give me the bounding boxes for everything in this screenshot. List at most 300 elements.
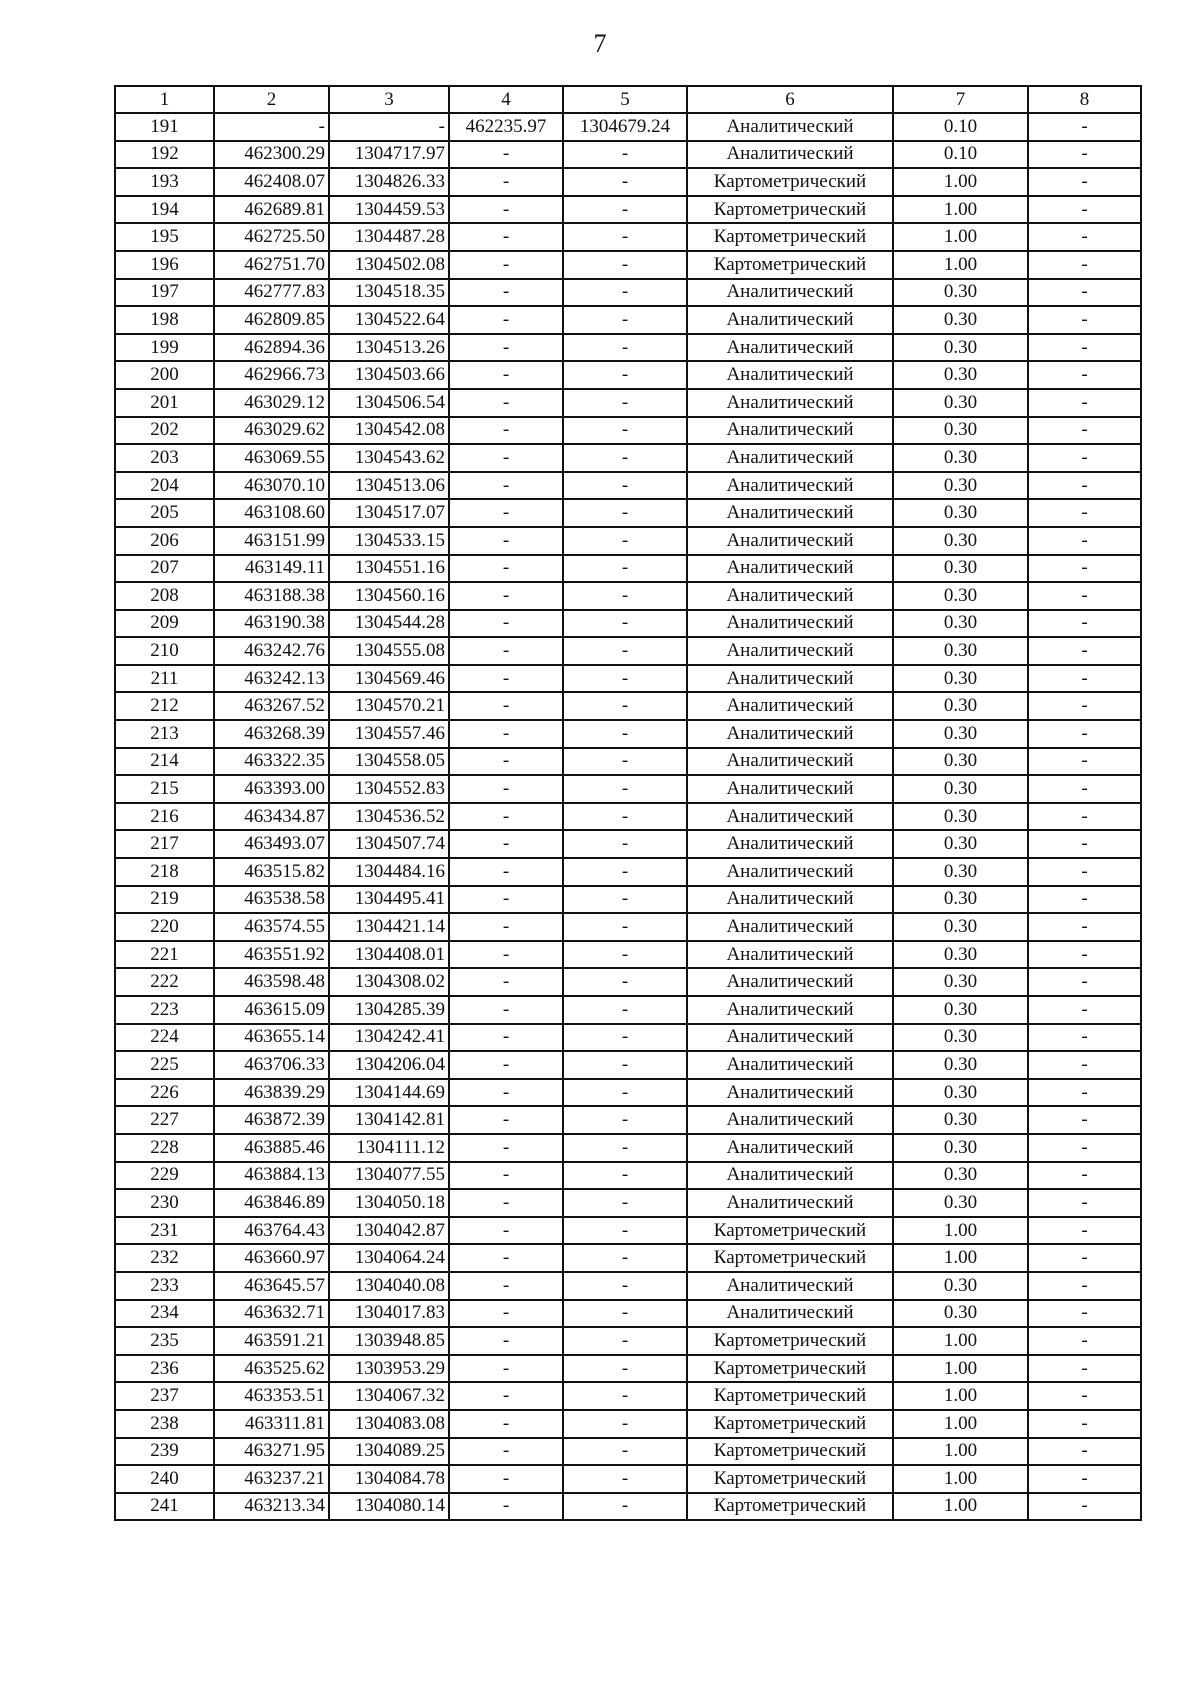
note-cell: -: [1028, 913, 1141, 941]
note-cell: -: [1028, 886, 1141, 914]
column-header: 2: [214, 86, 329, 113]
x-coordinate-alt-cell: -: [449, 830, 563, 858]
accuracy-cell: 0.30: [893, 306, 1028, 334]
x-coordinate-alt-cell: -: [449, 251, 563, 279]
x-coordinate-cell: 463029.62: [214, 417, 329, 445]
x-coordinate-alt-cell: -: [449, 168, 563, 196]
x-coordinate-alt-cell: -: [449, 389, 563, 417]
y-coordinate-alt-cell: -: [563, 1134, 687, 1162]
table-row: [115, 941, 1141, 969]
note-cell: -: [1028, 251, 1141, 279]
x-coordinate-alt-cell: -: [449, 417, 563, 445]
x-coordinate-cell: 463515.82: [214, 858, 329, 886]
y-coordinate-cell: 1304040.08: [329, 1272, 449, 1300]
y-coordinate-alt-cell: -: [563, 306, 687, 334]
method-cell: Аналитический: [687, 334, 893, 362]
table-row: [115, 1272, 1141, 1300]
table-row: [115, 913, 1141, 941]
y-coordinate-cell: 1304083.08: [329, 1410, 449, 1438]
accuracy-cell: 0.30: [893, 527, 1028, 555]
point-number-cell: 204: [115, 472, 214, 500]
x-coordinate-alt-cell: -: [449, 1438, 563, 1466]
point-number-cell: 233: [115, 1272, 214, 1300]
y-coordinate-cell: 1304285.39: [329, 996, 449, 1024]
y-coordinate-alt-cell: -: [563, 858, 687, 886]
x-coordinate-cell: 463538.58: [214, 886, 329, 914]
method-cell: Аналитический: [687, 499, 893, 527]
table-row: [115, 334, 1141, 362]
y-coordinate-cell: 1304111.12: [329, 1134, 449, 1162]
accuracy-cell: 0.30: [893, 803, 1028, 831]
y-coordinate-cell: 1303953.29: [329, 1355, 449, 1383]
note-cell: -: [1028, 637, 1141, 665]
table-row: [115, 610, 1141, 638]
method-cell: Картометрический: [687, 1244, 893, 1272]
accuracy-cell: 0.30: [893, 748, 1028, 776]
x-coordinate-alt-cell: -: [449, 858, 563, 886]
coordinates-table: [114, 85, 1142, 1521]
x-coordinate-cell: 463268.39: [214, 720, 329, 748]
x-coordinate-cell: 463190.38: [214, 610, 329, 638]
method-cell: Аналитический: [687, 858, 893, 886]
method-cell: Аналитический: [687, 1189, 893, 1217]
note-cell: -: [1028, 1162, 1141, 1190]
x-coordinate-cell: 463267.52: [214, 692, 329, 720]
point-number-cell: 211: [115, 665, 214, 693]
accuracy-cell: 0.30: [893, 1300, 1028, 1328]
x-coordinate-alt-cell: -: [449, 472, 563, 500]
x-coordinate-cell: 462408.07: [214, 168, 329, 196]
note-cell: -: [1028, 775, 1141, 803]
note-cell: -: [1028, 1438, 1141, 1466]
table-row: [115, 1189, 1141, 1217]
y-coordinate-cell: 1304206.04: [329, 1051, 449, 1079]
y-coordinate-alt-cell: -: [563, 1382, 687, 1410]
y-coordinate-alt-cell: -: [563, 472, 687, 500]
accuracy-cell: 0.30: [893, 830, 1028, 858]
point-number-cell: 209: [115, 610, 214, 638]
y-coordinate-cell: 1304551.16: [329, 555, 449, 583]
table-row: [115, 168, 1141, 196]
note-cell: -: [1028, 610, 1141, 638]
table-row: [115, 113, 1141, 141]
accuracy-cell: 0.30: [893, 720, 1028, 748]
method-cell: Аналитический: [687, 113, 893, 141]
accuracy-cell: 0.30: [893, 334, 1028, 362]
table-row: [115, 1244, 1141, 1272]
method-cell: Аналитический: [687, 996, 893, 1024]
y-coordinate-alt-cell: -: [563, 251, 687, 279]
method-cell: Картометрический: [687, 1493, 893, 1521]
y-coordinate-cell: 1304517.07: [329, 499, 449, 527]
note-cell: -: [1028, 472, 1141, 500]
y-coordinate-cell: 1304142.81: [329, 1106, 449, 1134]
x-coordinate-alt-cell: -: [449, 748, 563, 776]
x-coordinate-cell: 463108.60: [214, 499, 329, 527]
y-coordinate-alt-cell: -: [563, 1244, 687, 1272]
table-header-row: [115, 86, 1141, 113]
table-row: [115, 858, 1141, 886]
point-number-cell: 203: [115, 444, 214, 472]
accuracy-cell: 1.00: [893, 168, 1028, 196]
x-coordinate-cell: 462777.83: [214, 279, 329, 307]
y-coordinate-cell: 1304569.46: [329, 665, 449, 693]
x-coordinate-cell: 463242.13: [214, 665, 329, 693]
point-number-cell: 225: [115, 1051, 214, 1079]
point-number-cell: 198: [115, 306, 214, 334]
y-coordinate-cell: 1304513.26: [329, 334, 449, 362]
x-coordinate-alt-cell: -: [449, 996, 563, 1024]
accuracy-cell: 1.00: [893, 1465, 1028, 1493]
point-number-cell: 236: [115, 1355, 214, 1383]
method-cell: Картометрический: [687, 223, 893, 251]
x-coordinate-cell: 463237.21: [214, 1465, 329, 1493]
method-cell: Аналитический: [687, 1134, 893, 1162]
table-row: [115, 1051, 1141, 1079]
note-cell: -: [1028, 1244, 1141, 1272]
method-cell: Аналитический: [687, 306, 893, 334]
method-cell: Аналитический: [687, 720, 893, 748]
table-row: [115, 527, 1141, 555]
x-coordinate-cell: 463706.33: [214, 1051, 329, 1079]
y-coordinate-alt-cell: -: [563, 168, 687, 196]
table-row: [115, 444, 1141, 472]
table-row: [115, 968, 1141, 996]
point-number-cell: 191: [115, 113, 214, 141]
accuracy-cell: 0.30: [893, 472, 1028, 500]
y-coordinate-cell: 1304542.08: [329, 417, 449, 445]
y-coordinate-alt-cell: -: [563, 1217, 687, 1245]
x-coordinate-cell: 463149.11: [214, 555, 329, 583]
y-coordinate-cell: 1304503.66: [329, 361, 449, 389]
method-cell: Аналитический: [687, 527, 893, 555]
point-number-cell: 206: [115, 527, 214, 555]
method-cell: Аналитический: [687, 1162, 893, 1190]
method-cell: Картометрический: [687, 1382, 893, 1410]
y-coordinate-cell: 1304077.55: [329, 1162, 449, 1190]
table-row: [115, 637, 1141, 665]
note-cell: -: [1028, 389, 1141, 417]
x-coordinate-cell: 463434.87: [214, 803, 329, 831]
x-coordinate-alt-cell: -: [449, 555, 563, 583]
note-cell: -: [1028, 1272, 1141, 1300]
y-coordinate-cell: 1303948.85: [329, 1327, 449, 1355]
y-coordinate-cell: 1304459.53: [329, 196, 449, 224]
x-coordinate-alt-cell: -: [449, 334, 563, 362]
x-coordinate-alt-cell: -: [449, 279, 563, 307]
y-coordinate-cell: 1304084.78: [329, 1465, 449, 1493]
note-cell: -: [1028, 168, 1141, 196]
note-cell: -: [1028, 113, 1141, 141]
method-cell: Аналитический: [687, 1051, 893, 1079]
method-cell: Картометрический: [687, 1438, 893, 1466]
y-coordinate-cell: 1304555.08: [329, 637, 449, 665]
table-row: [115, 1327, 1141, 1355]
y-coordinate-alt-cell: -: [563, 637, 687, 665]
note-cell: -: [1028, 1106, 1141, 1134]
accuracy-cell: 0.30: [893, 665, 1028, 693]
y-coordinate-alt-cell: -: [563, 913, 687, 941]
x-coordinate-alt-cell: -: [449, 1162, 563, 1190]
note-cell: -: [1028, 665, 1141, 693]
table-row: [115, 1024, 1141, 1052]
method-cell: Картометрический: [687, 1327, 893, 1355]
y-coordinate-cell: 1304552.83: [329, 775, 449, 803]
x-coordinate-alt-cell: -: [449, 803, 563, 831]
point-number-cell: 228: [115, 1134, 214, 1162]
x-coordinate-cell: 463322.35: [214, 748, 329, 776]
note-cell: -: [1028, 720, 1141, 748]
x-coordinate-alt-cell: -: [449, 1079, 563, 1107]
column-header: 3: [329, 86, 449, 113]
y-coordinate-alt-cell: -: [563, 1438, 687, 1466]
accuracy-cell: 0.30: [893, 1189, 1028, 1217]
point-number-cell: 216: [115, 803, 214, 831]
method-cell: Аналитический: [687, 941, 893, 969]
y-coordinate-alt-cell: -: [563, 141, 687, 169]
accuracy-cell: 0.30: [893, 941, 1028, 969]
table-row: [115, 886, 1141, 914]
y-coordinate-alt-cell: -: [563, 748, 687, 776]
note-cell: -: [1028, 334, 1141, 362]
y-coordinate-cell: 1304717.97: [329, 141, 449, 169]
x-coordinate-cell: 462809.85: [214, 306, 329, 334]
x-coordinate-alt-cell: -: [449, 637, 563, 665]
note-cell: -: [1028, 279, 1141, 307]
table-row: [115, 1106, 1141, 1134]
y-coordinate-cell: 1304557.46: [329, 720, 449, 748]
x-coordinate-alt-cell: -: [449, 665, 563, 693]
x-coordinate-cell: 463493.07: [214, 830, 329, 858]
note-cell: -: [1028, 444, 1141, 472]
y-coordinate-alt-cell: -: [563, 582, 687, 610]
x-coordinate-cell: 462725.50: [214, 223, 329, 251]
method-cell: Аналитический: [687, 692, 893, 720]
x-coordinate-alt-cell: -: [449, 1189, 563, 1217]
table-row: [115, 1134, 1141, 1162]
x-coordinate-alt-cell: -: [449, 720, 563, 748]
point-number-cell: 231: [115, 1217, 214, 1245]
y-coordinate-alt-cell: -: [563, 996, 687, 1024]
y-coordinate-alt-cell: -: [563, 417, 687, 445]
y-coordinate-alt-cell: -: [563, 196, 687, 224]
table-row: [115, 996, 1141, 1024]
method-cell: Аналитический: [687, 775, 893, 803]
note-cell: -: [1028, 941, 1141, 969]
accuracy-cell: 1.00: [893, 1244, 1028, 1272]
x-coordinate-cell: 463884.13: [214, 1162, 329, 1190]
table-row: [115, 361, 1141, 389]
method-cell: Аналитический: [687, 582, 893, 610]
point-number-cell: 229: [115, 1162, 214, 1190]
y-coordinate-cell: 1304017.83: [329, 1300, 449, 1328]
table-body: [115, 113, 1141, 1520]
y-coordinate-alt-cell: -: [563, 665, 687, 693]
method-cell: Аналитический: [687, 1106, 893, 1134]
table-row: [115, 1438, 1141, 1466]
y-coordinate-alt-cell: -: [563, 1355, 687, 1383]
x-coordinate-alt-cell: -: [449, 913, 563, 941]
x-coordinate-alt-cell: -: [449, 196, 563, 224]
accuracy-cell: 0.30: [893, 417, 1028, 445]
y-coordinate-cell: 1304495.41: [329, 886, 449, 914]
y-coordinate-alt-cell: -: [563, 720, 687, 748]
y-coordinate-alt-cell: -: [563, 499, 687, 527]
point-number-cell: 196: [115, 251, 214, 279]
method-cell: Аналитический: [687, 610, 893, 638]
note-cell: -: [1028, 748, 1141, 776]
method-cell: Аналитический: [687, 913, 893, 941]
accuracy-cell: 1.00: [893, 1217, 1028, 1245]
point-number-cell: 217: [115, 830, 214, 858]
point-number-cell: 194: [115, 196, 214, 224]
accuracy-cell: 0.30: [893, 1051, 1028, 1079]
point-number-cell: 241: [115, 1493, 214, 1521]
x-coordinate-alt-cell: -: [449, 968, 563, 996]
y-coordinate-cell: 1304080.14: [329, 1493, 449, 1521]
method-cell: Аналитический: [687, 803, 893, 831]
y-coordinate-alt-cell: 1304679.24: [563, 113, 687, 141]
accuracy-cell: 0.30: [893, 913, 1028, 941]
y-coordinate-alt-cell: -: [563, 968, 687, 996]
point-number-cell: 212: [115, 692, 214, 720]
note-cell: -: [1028, 1051, 1141, 1079]
x-coordinate-alt-cell: -: [449, 1051, 563, 1079]
y-coordinate-alt-cell: -: [563, 830, 687, 858]
table-row: [115, 1300, 1141, 1328]
y-coordinate-alt-cell: -: [563, 1051, 687, 1079]
y-coordinate-alt-cell: -: [563, 1300, 687, 1328]
point-number-cell: 200: [115, 361, 214, 389]
accuracy-cell: 0.30: [893, 1079, 1028, 1107]
y-coordinate-cell: 1304518.35: [329, 279, 449, 307]
point-number-cell: 199: [115, 334, 214, 362]
accuracy-cell: 1.00: [893, 251, 1028, 279]
x-coordinate-alt-cell: -: [449, 1217, 563, 1245]
note-cell: -: [1028, 196, 1141, 224]
accuracy-cell: 0.30: [893, 555, 1028, 583]
table-row: [115, 1493, 1141, 1521]
x-coordinate-alt-cell: -: [449, 1244, 563, 1272]
x-coordinate-alt-cell: -: [449, 1106, 563, 1134]
x-coordinate-alt-cell: 462235.97: [449, 113, 563, 141]
method-cell: Аналитический: [687, 444, 893, 472]
column-header: 5: [563, 86, 687, 113]
point-number-cell: 215: [115, 775, 214, 803]
y-coordinate-alt-cell: -: [563, 334, 687, 362]
accuracy-cell: 0.30: [893, 1162, 1028, 1190]
y-coordinate-alt-cell: -: [563, 1024, 687, 1052]
table-row: [115, 1465, 1141, 1493]
method-cell: Картометрический: [687, 1465, 893, 1493]
x-coordinate-alt-cell: -: [449, 1410, 563, 1438]
table-row: [115, 665, 1141, 693]
table-row: [115, 775, 1141, 803]
note-cell: -: [1028, 1134, 1141, 1162]
x-coordinate-cell: 463632.71: [214, 1300, 329, 1328]
accuracy-cell: 0.30: [893, 582, 1028, 610]
accuracy-cell: 1.00: [893, 1327, 1028, 1355]
x-coordinate-cell: 463764.43: [214, 1217, 329, 1245]
note-cell: -: [1028, 306, 1141, 334]
x-coordinate-cell: 463645.57: [214, 1272, 329, 1300]
table-row: [115, 499, 1141, 527]
y-coordinate-cell: 1304408.01: [329, 941, 449, 969]
table-row: [115, 196, 1141, 224]
x-coordinate-alt-cell: -: [449, 499, 563, 527]
accuracy-cell: 0.30: [893, 499, 1028, 527]
table-row: [115, 306, 1141, 334]
x-coordinate-alt-cell: -: [449, 1134, 563, 1162]
y-coordinate-alt-cell: -: [563, 1189, 687, 1217]
accuracy-cell: 0.10: [893, 141, 1028, 169]
x-coordinate-cell: 463846.89: [214, 1189, 329, 1217]
note-cell: -: [1028, 417, 1141, 445]
point-number-cell: 197: [115, 279, 214, 307]
x-coordinate-cell: -: [214, 113, 329, 141]
y-coordinate-alt-cell: -: [563, 1493, 687, 1521]
accuracy-cell: 0.30: [893, 444, 1028, 472]
y-coordinate-alt-cell: -: [563, 223, 687, 251]
accuracy-cell: 1.00: [893, 1382, 1028, 1410]
x-coordinate-alt-cell: -: [449, 1465, 563, 1493]
y-coordinate-alt-cell: -: [563, 1162, 687, 1190]
y-coordinate-cell: 1304558.05: [329, 748, 449, 776]
accuracy-cell: 0.10: [893, 113, 1028, 141]
method-cell: Картометрический: [687, 1355, 893, 1383]
y-coordinate-alt-cell: -: [563, 555, 687, 583]
note-cell: -: [1028, 1300, 1141, 1328]
accuracy-cell: 0.30: [893, 637, 1028, 665]
table-row: [115, 748, 1141, 776]
method-cell: Аналитический: [687, 417, 893, 445]
point-number-cell: 239: [115, 1438, 214, 1466]
method-cell: Аналитический: [687, 141, 893, 169]
point-number-cell: 234: [115, 1300, 214, 1328]
y-coordinate-cell: 1304064.24: [329, 1244, 449, 1272]
x-coordinate-alt-cell: -: [449, 1024, 563, 1052]
x-coordinate-cell: 463598.48: [214, 968, 329, 996]
table-row: [115, 1382, 1141, 1410]
point-number-cell: 208: [115, 582, 214, 610]
point-number-cell: 237: [115, 1382, 214, 1410]
y-coordinate-alt-cell: -: [563, 610, 687, 638]
y-coordinate-cell: 1304242.41: [329, 1024, 449, 1052]
point-number-cell: 201: [115, 389, 214, 417]
note-cell: -: [1028, 1079, 1141, 1107]
x-coordinate-cell: 463393.00: [214, 775, 329, 803]
x-coordinate-cell: 463242.76: [214, 637, 329, 665]
y-coordinate-cell: 1304502.08: [329, 251, 449, 279]
column-header: 6: [687, 86, 893, 113]
method-cell: Картометрический: [687, 1410, 893, 1438]
accuracy-cell: 0.30: [893, 610, 1028, 638]
x-coordinate-cell: 463188.38: [214, 582, 329, 610]
x-coordinate-cell: 463069.55: [214, 444, 329, 472]
y-coordinate-alt-cell: -: [563, 886, 687, 914]
point-number-cell: 219: [115, 886, 214, 914]
x-coordinate-cell: 463885.46: [214, 1134, 329, 1162]
point-number-cell: 238: [115, 1410, 214, 1438]
point-number-cell: 213: [115, 720, 214, 748]
note-cell: -: [1028, 1410, 1141, 1438]
method-cell: Аналитический: [687, 748, 893, 776]
note-cell: -: [1028, 996, 1141, 1024]
column-header: 7: [893, 86, 1028, 113]
accuracy-cell: 0.30: [893, 775, 1028, 803]
point-number-cell: 210: [115, 637, 214, 665]
x-coordinate-cell: 462300.29: [214, 141, 329, 169]
